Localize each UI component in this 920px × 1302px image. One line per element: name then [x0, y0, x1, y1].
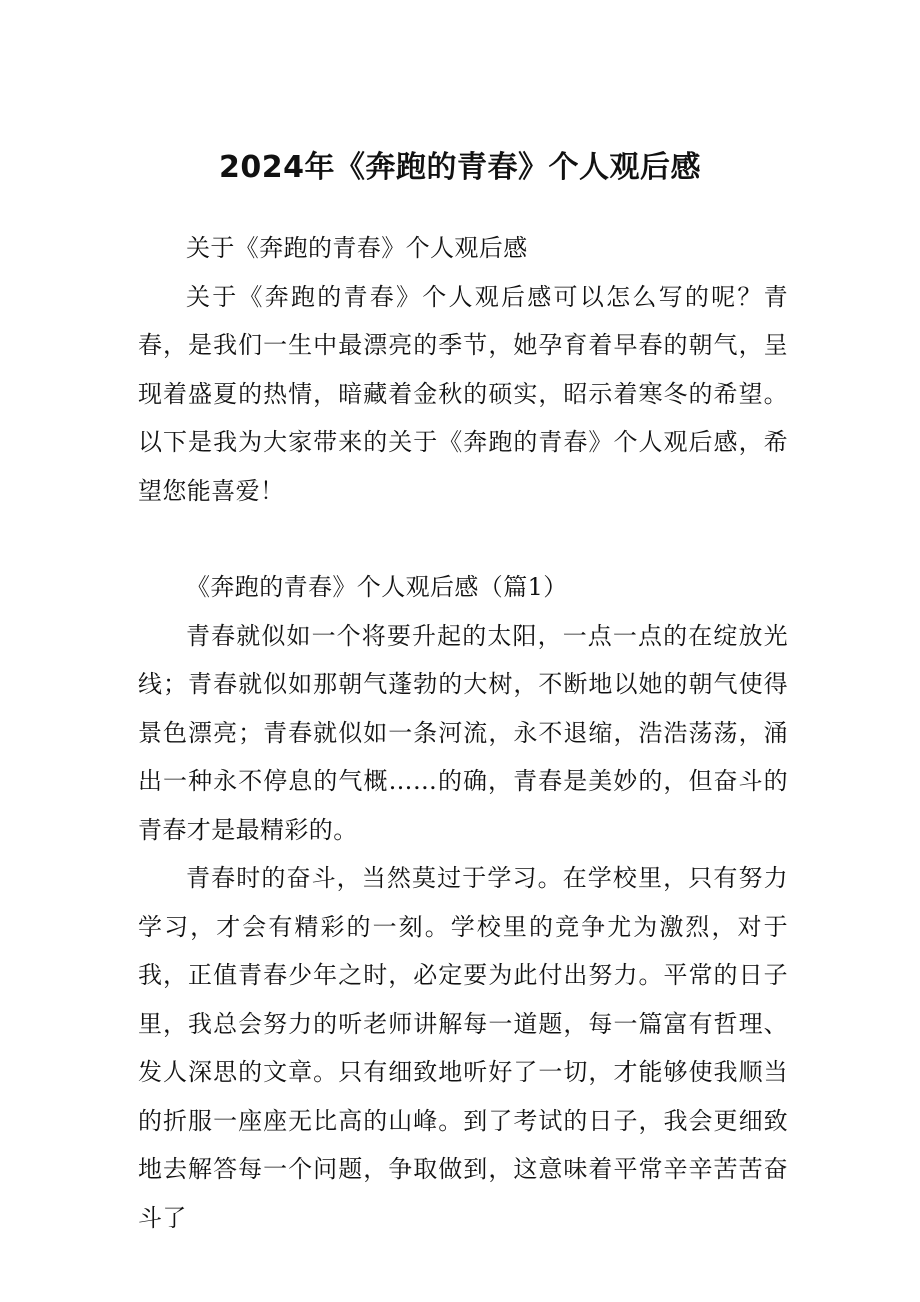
body-paragraph-1: 青春就似如一个将要升起的太阳，一点一点的在绽放光线；青春就似如那朝气蓬勃的大树，不断地以她的朝气使得景色漂亮；青春就似如一条河流，永不退缩，浩浩荡荡，涌出一种永不停息的气概……的确，青春是美妙的，但奋斗的青春才是最精彩的。 — [138, 621, 788, 844]
intro-heading: 关于《奔跑的青春》个人观后感 — [186, 234, 528, 262]
document-body — [138, 224, 788, 1242]
intro-paragraph: 关于《奔跑的青春》个人观后感可以怎么写的呢？青春，是我们一生中最漂亮的季节，她孕育着早春的朝气，呈现着盛夏的热情，暗藏着金秋的硕实，昭示着寒冬的希望。以下是我为大家带来的关于《奔跑的青春》个人观后感，希望您能喜爱！ — [138, 282, 788, 505]
body-paragraph-2: 青春时的奋斗，当然莫过于学习。在学校里，只有努力学习，才会有精彩的一刻。学校里的竞争尤为激烈，对于我，正值青春少年之时，必定要为此付出努力。平常的日子里，我总会努力的听老师讲解每一道题，每一篇富有哲理、发人深思的文章。只有细致地听好了一切，才能够使我顺当的折服一座座无比高的山峰。到了考试的日子，我会更细致地去解答每一个问题，争取做到，这意味着平常辛辛苦苦奋斗了 — [138, 864, 788, 1232]
section-heading: 《奔跑的青春》个人观后感（篇1） — [186, 573, 568, 601]
document-title: 2024年《奔跑的青春》个人观后感 — [219, 150, 701, 185]
